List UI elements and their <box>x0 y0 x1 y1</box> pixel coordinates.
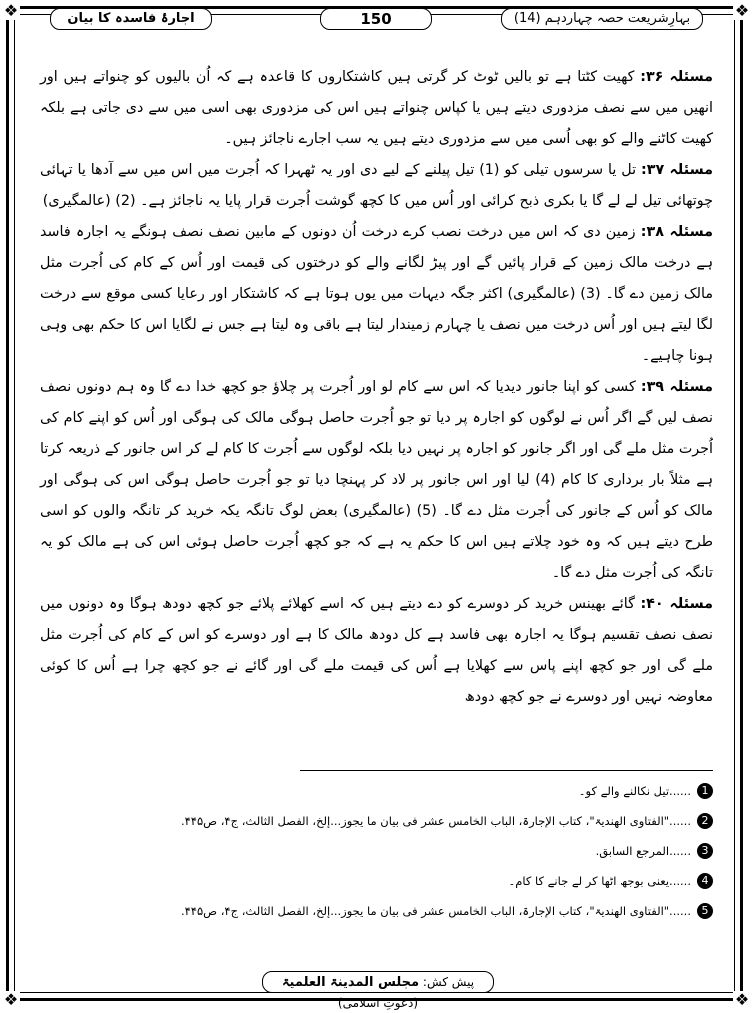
footnotes <box>40 776 713 926</box>
chapter-title: اجارۂ فاسدہ کا بیان <box>50 8 212 30</box>
masala-text: کھیت کٹتا ہے تو بالیں ٹوٹ کر گرتی ہیں کاشتکاروں کا قاعدہ ہے کہ اُن بالیوں کو چنواتے ہیں اور انھیں میں سے نصف مزدوری دیتے ہیں یا کپاس چنواتے ہیں اس کی مزدوری بھی اسی میں سے دی جاتی ہے بلکہ کھیت کاٹنے والے کو بھی اُسی میں سے مزدوری دیتے ہیں یہ سب اجارے ناجائز ہیں۔ <box>40 69 713 147</box>
book-title: بہارِشریعت حصہ چہاردہم (14) <box>501 8 703 30</box>
masala-37 <box>40 155 713 217</box>
footnote-4 <box>40 866 713 896</box>
masala-text: گائے بھینس خرید کر دوسرے کو دے دیتے ہیں کہ اسے کھلائے پلائے جو کچھ دودھ ہوگا وہ دونوں میں نصف نصف تقسیم ہوگا یہ اجارہ بھی فاسد ہے کل دودھ مالک کا ہے اور دوسرے کو اس کے کام کی اُجرت مثل ملے گی اور جو کچھ اپنے پاس سے کھلایا ہے اُس کی قیمت ملے گی اور گائے نے جو کچھ چرا ہے اُس کا کوئی معاوضہ نہیں اور دوسرے نے جو کچھ دودھ <box>40 596 713 705</box>
masala-39 <box>40 372 713 589</box>
footnote-2 <box>40 806 713 836</box>
footnote-number: 3 <box>697 843 713 859</box>
footnote-number: 2 <box>697 813 713 829</box>
masala-text: تل یا سرسوں تیلی کو (1) تیل پیلنے کے لیے دی اور یہ ٹھہرا کہ اُجرت میں اس میں سے آدھا یا تہائی چوتھائی تیل لے لے گا یا بکری ذبح کرائی اور اُس میں کا کچھ گوشت اُجرت قرار پایا یہ ناجائز ہے۔ (2) (عالمگیری) <box>40 162 713 209</box>
masala-text: زمین دی کہ اس میں درخت نصب کرے درخت اُن دونوں کے مابین نصف نصف ہونگے یہ اجارہ فاسد ہے درخت مالک زمین کے قرار پائیں گے اور پیڑ لگانے والے کو درختوں کی قیمت اور اُس کے کام کی اُجرت مثل مالک زمین دے گا۔ (3) (عالمگیری) اکثر جگہ دیہات میں یوں ہوتا ہے کہ کاشتکار اور رعایا کسی موقع سے درخت لگا لیتے ہیں اور اُس درخت میں نصف یا چہارم زمیندار لیتا ہے باقی وہ لیتا ہے جس نے لگایا اس کا حکم بھی وہی ہونا چاہیے۔ <box>40 224 713 364</box>
footnote-text: ......المرجع السابق. <box>595 844 691 858</box>
masala-label: مسئلہ ۳۸: <box>640 224 713 240</box>
ornament-icon: ❖ <box>3 990 19 1009</box>
ornament-icon: ❖ <box>3 1 19 20</box>
footnote-number: 5 <box>697 903 713 919</box>
masala-label: مسئلہ ۳۶: <box>640 69 713 85</box>
page-number: 150 <box>320 8 432 30</box>
footer-suffix: (دعوتِ اسلامی) <box>337 996 419 1010</box>
footnote-3 <box>40 836 713 866</box>
footnote-text: ......"الفتاوی الھندیۃ"، کتاب الإجارۃ، الباب الخامس عشر فی بیان ما یجوز...إلخ، الفصل الثالث، ج۴، ص۴۴۵. <box>180 904 691 918</box>
masala-label: مسئلہ ۳۹: <box>640 379 713 395</box>
footnote-1 <box>40 776 713 806</box>
footnote-text: ......"الفتاوی الھندیۃ"، کتاب الإجارۃ، الباب الخامس عشر فی بیان ما یجوز...إلخ، الفصل الثالث، ج۴، ص۴۴۵. <box>180 814 691 828</box>
masala-label: مسئلہ ۳۷: <box>641 162 713 178</box>
footer-prefix: پیش کش: <box>422 975 475 989</box>
ornament-icon: ❖ <box>734 990 750 1009</box>
page-footer <box>0 971 753 1010</box>
masala-38 <box>40 217 713 372</box>
masala-label: مسئلہ ۴۰: <box>640 596 713 612</box>
ornament-icon: ❖ <box>734 1 750 20</box>
footnote-separator <box>300 770 713 771</box>
masala-40 <box>40 589 713 713</box>
publisher-name: مجلس المدینۃ العلمیۃ <box>281 975 420 990</box>
footnote-text: ......تیل نکالنے والے کو۔ <box>578 784 691 798</box>
publisher-badge <box>262 971 494 1010</box>
footnote-number: 4 <box>697 873 713 889</box>
footnote-text: ......یعنی بوجھ اٹھا کر لے جانے کا کام۔ <box>508 874 691 888</box>
footnote-number: 1 <box>697 783 713 799</box>
page-header <box>40 8 713 30</box>
masala-36 <box>40 62 713 155</box>
masala-text: کسی کو اپنا جانور دیدیا کہ اس سے کام لو اور اُجرت پر چلاؤ جو کچھ خدا دے گا وہ ہم دونوں نصف نصف لیں گے اگر اُس نے لوگوں کو اجارہ پر دیا تو جو اُجرت حاصل ہوگی مالک کی ہوگی اور اُس کو اپنے کام کی اُجرت مثل ملے گی اور اگر جانور کو اجارہ پر نہیں دیا بلکہ لوگوں سے اُجرت کا کام لے کر اس جانور کے ذریعہ کرتا ہے مثلاً بار برداری کا کام (4) لیا اور اس جانور پر لاد کر پہنچا دیا تو جو اُجرت حاصل ہوگی اس کی ہوگی اور مالک کو اُس کے جانور کی اُجرت مثل دے گا۔ (5) (عالمگیری) بعض لوگ تانگہ یکہ خرید کر تانگہ والوں کو اسی طرح دیتے ہیں کہ وہ خود چلاتے ہیں اس کا حکم یہ ہے کہ جو کچھ اُجرت حاصل ہوئی اس کی ہے مالک کو یہ تانگہ کی اُجرت مثل دے گا۔ <box>40 379 713 581</box>
main-text <box>40 62 713 713</box>
footnote-5 <box>40 896 713 926</box>
